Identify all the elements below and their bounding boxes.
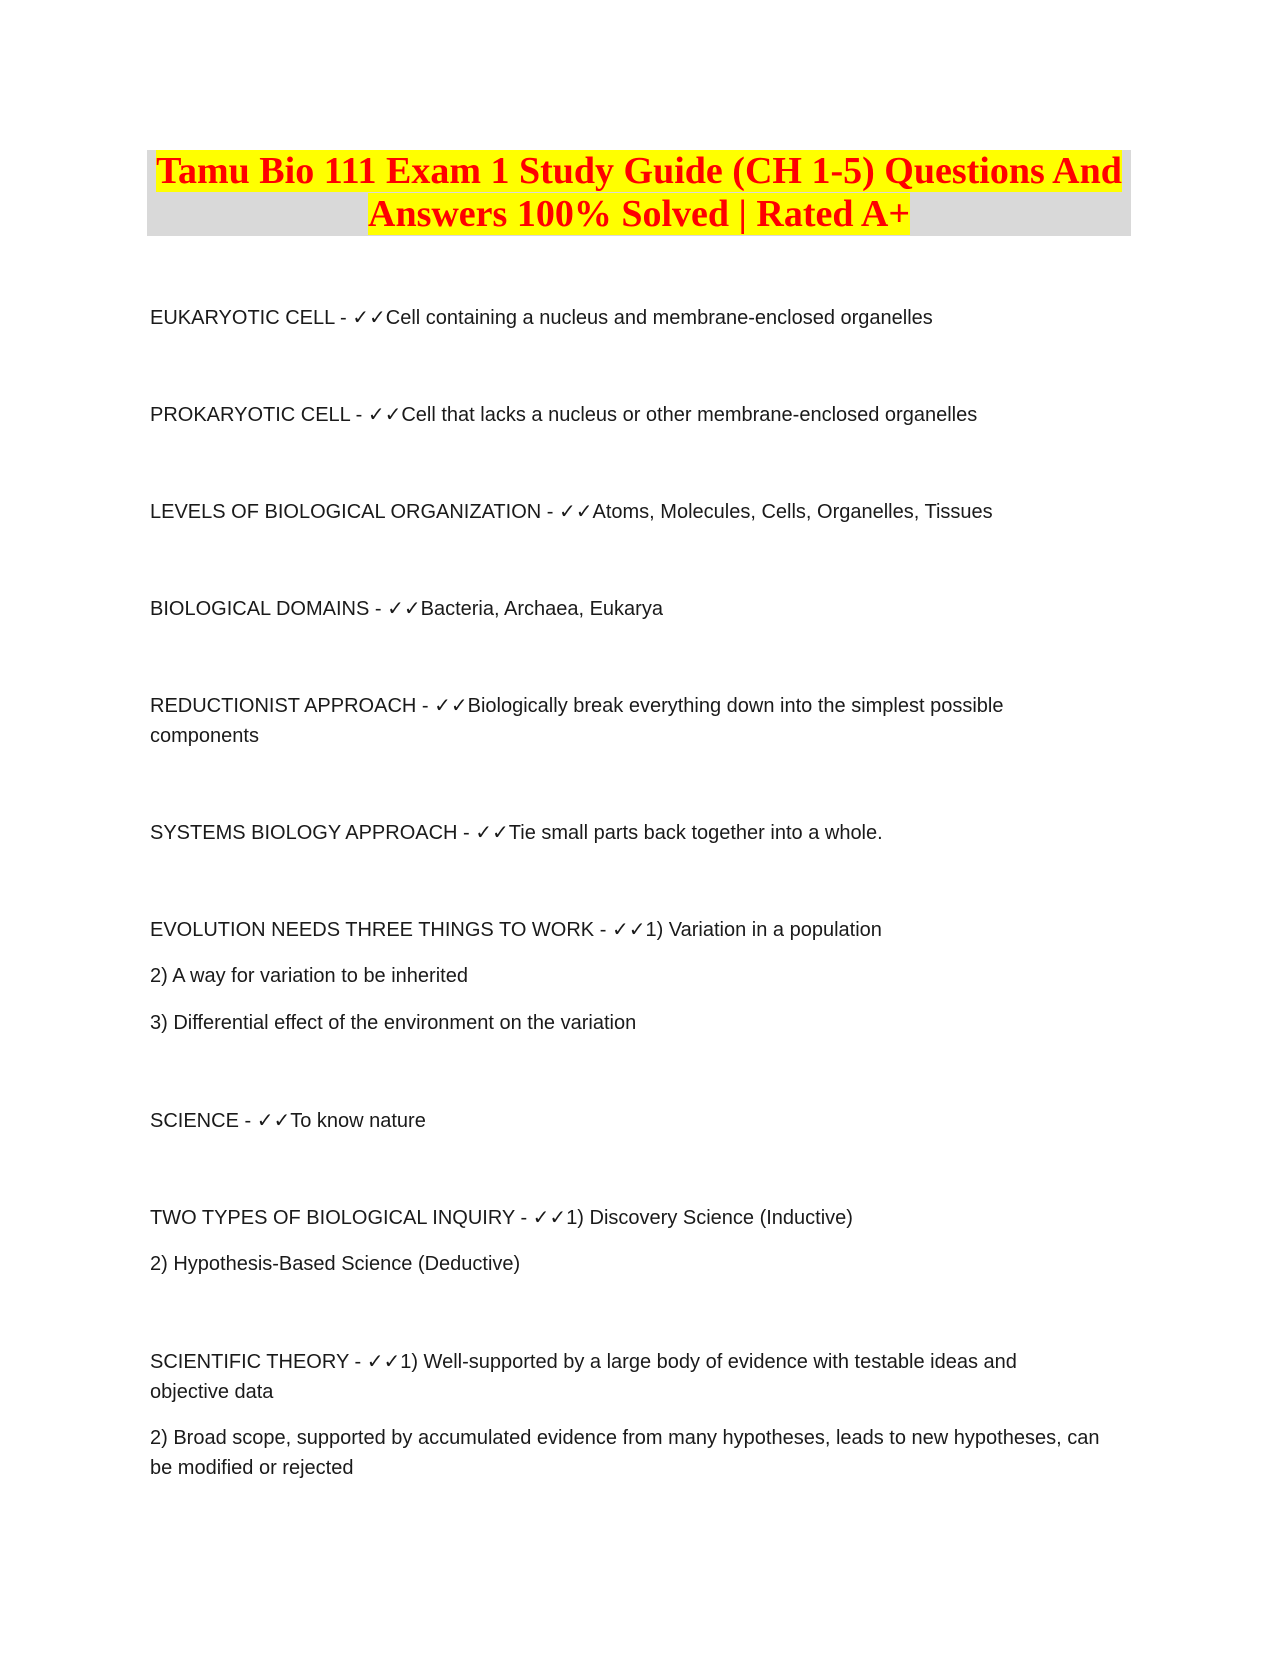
double-check-icon: ✓✓ [434, 693, 468, 717]
double-check-icon: ✓✓ [611, 917, 646, 941]
entry-evolution-needs-three-things [150, 914, 1130, 945]
entry-answer: Tie small parts back together into a whole. [508, 822, 883, 844]
entry-term: BIOLOGICAL DOMAINS - [150, 598, 388, 620]
entry-answer: 1) Well-supported by a large body of evidence with testable ideas and objective data [150, 1351, 1017, 1403]
entry-theory-extra-line-2: 2) Broad scope, supported by accumulated evidence from many hypotheses, leads to new hypotheses, can be modified or rejected [150, 1427, 1100, 1479]
entry-term: SCIENCE - [150, 1110, 257, 1132]
entry-two-types-of-biological-inquiry [150, 1202, 1130, 1233]
entry-term: SYSTEMS BIOLOGY APPROACH - [150, 822, 476, 844]
double-check-icon: ✓✓ [256, 1108, 291, 1132]
entry-answer: To know nature [290, 1110, 426, 1132]
double-check-icon: ✓✓ [366, 1349, 401, 1373]
entry-prokaryotic-cell [150, 399, 1130, 430]
entry-eukaryotic-cell [150, 302, 1130, 333]
entry-reductionist-approach [150, 690, 1050, 751]
entry-term: LEVELS OF BIOLOGICAL ORGANIZATION - [150, 501, 559, 523]
double-check-icon: ✓✓ [532, 1205, 567, 1229]
entry-term: TWO TYPES OF BIOLOGICAL INQUIRY - [150, 1207, 533, 1229]
double-check-icon: ✓✓ [352, 305, 386, 329]
entry-biological-domains [150, 593, 1130, 624]
entry-levels-of-biological-organization [150, 496, 1130, 527]
entry-evolution-extra-line-3: 3) Differential effect of the environment on the variation [150, 1012, 637, 1034]
double-check-icon: ✓✓ [558, 499, 593, 523]
entry-answer: 1) Variation in a population [645, 919, 882, 941]
entry-term: SCIENTIFIC THEORY - [150, 1351, 367, 1373]
document-title-banner [147, 150, 1131, 236]
entry-term: PROKARYOTIC CELL - [150, 404, 368, 426]
entry-term: EVOLUTION NEEDS THREE THINGS TO WORK - [150, 919, 612, 941]
entry-systems-biology-approach [150, 817, 1130, 848]
double-check-icon: ✓✓ [367, 402, 402, 426]
entry-scientific-theory [150, 1346, 1060, 1407]
entry-term: REDUCTIONIST APPROACH - [150, 695, 435, 717]
entry-answer: Cell that lacks a nucleus or other membrane-enclosed organelles [401, 404, 978, 426]
entry-answer: Bacteria, Archaea, Eukarya [420, 598, 663, 620]
entry-term: EUKARYOTIC CELL - [150, 307, 353, 329]
document-title-line-1: Tamu Bio 111 Exam 1 Study Guide (CH 1-5) Questions And [156, 150, 1122, 192]
entry-answer: Atoms, Molecules, Cells, Organelles, Tissues [592, 501, 993, 523]
double-check-icon: ✓✓ [475, 820, 509, 844]
entry-answer: Biologically break everything down into the simplest possible components [150, 695, 1004, 747]
document-title-line-2: Answers 100% Solved | Rated A+ [368, 193, 910, 235]
entry-inquiry-extra-line-2: 2) Hypothesis-Based Science (Deductive) [150, 1253, 521, 1275]
double-check-icon: ✓✓ [387, 596, 421, 620]
entry-answer: 1) Discovery Science (Inductive) [566, 1207, 853, 1229]
entry-evolution-extra-line-2: 2) A way for variation to be inherited [150, 965, 468, 987]
entry-answer: Cell containing a nucleus and membrane-enclosed organelles [385, 307, 933, 329]
entry-science [150, 1105, 1130, 1136]
